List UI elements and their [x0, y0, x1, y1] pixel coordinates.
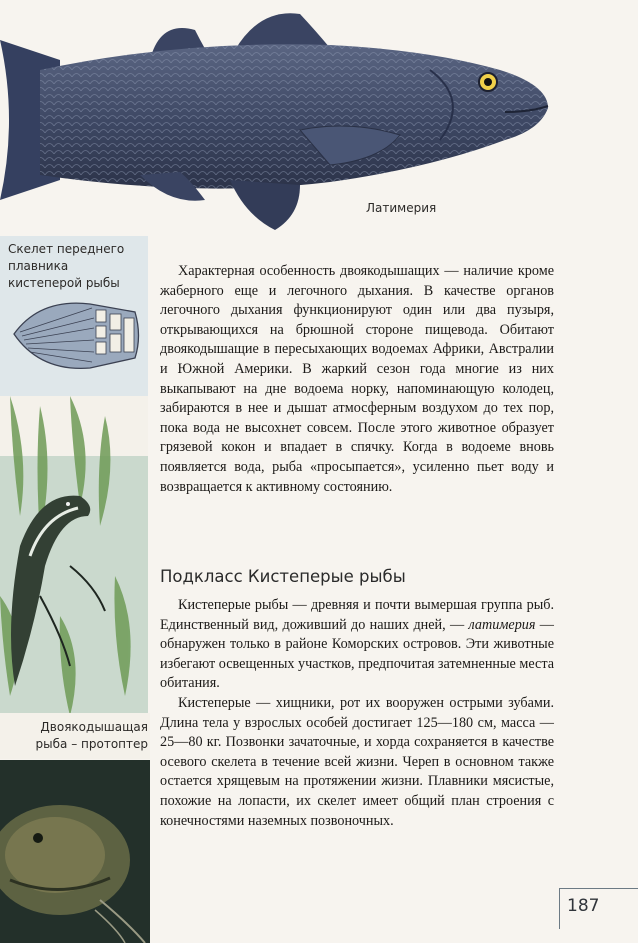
fin-caption-line-2: плавника — [8, 259, 69, 273]
paragraph-lungfish — [160, 262, 554, 497]
paragraph-2-emphasis: латимерия — [468, 616, 536, 633]
protopterus-caption-line-1: Двоякодышащая — [40, 720, 148, 734]
section-heading: Подкласс Кистеперые рыбы — [160, 567, 406, 586]
paragraph-3: Кистеперые — хищники, рот их вооружен острыми зубами. Длина тела у взрослых особей достигает 125—180 см, масса — 25—80 кг. Позвонки зачаточные, и хорда сохраняется в качестве осевого скелета в течение всей жизни. Череп в основном также остается хрящевым на протяжении жизни. Плавники мясистые, похожие на лопасти, их скелет имеет общий план строения с конечностями наземных позвоночных. — [160, 694, 554, 829]
paragraph-2-start: Кистеперые рыбы — древняя и почти вымершая группа рыб. Единственный вид, доживший до наших дней, — — [160, 597, 554, 633]
paragraph-2 — [160, 596, 554, 694]
protopterus-photo — [0, 760, 150, 943]
lungfish-illustration — [0, 396, 148, 726]
paragraph-1: Характерная особенность двоякодышащих — наличие кроме жаберного еще и легочного дыхания. В качестве органов легочного дыхания функционируют один или два пузыря, открывающихся на брюшной стороне пищевода. Обитают двоякодышащие в пересыхающих водоемах Африки, Австралии и Южной Америки. В жаркий сезон года многие из них выкапывают на дне водоема норку, напоминающую колодец, забираются в нее и дышат атмосферным воздухом до тех пор, пока вода не высохнет совсем. После этого животное образует грязевой кокон и впадает в спячку. Когда в водоеме вновь появляется вода, рыба «просыпается», усиленно пьет воду и возвращается к активному состоянию. — [160, 263, 554, 495]
fin-skeleton-caption — [8, 241, 124, 292]
protopterus-caption-line-2: рыба – протоптер — [35, 737, 148, 751]
coelacanth-illustration — [0, 0, 560, 240]
section-body — [160, 596, 554, 831]
page-number: 187 — [567, 896, 600, 916]
paragraph-2-end: — обнаружен только в районе Коморских островов. Эти животные избегают освещенных участков, предпочитая затемненные места обитания. — [160, 616, 554, 692]
fin-caption-line-1: Скелет переднего — [8, 242, 125, 256]
fin-skeleton-illustration — [10, 296, 145, 374]
coelacanth-caption: Латимерия — [366, 201, 437, 215]
protopterus-caption — [30, 719, 148, 753]
fin-caption-line-3: кистеперой рыбы — [8, 276, 120, 290]
